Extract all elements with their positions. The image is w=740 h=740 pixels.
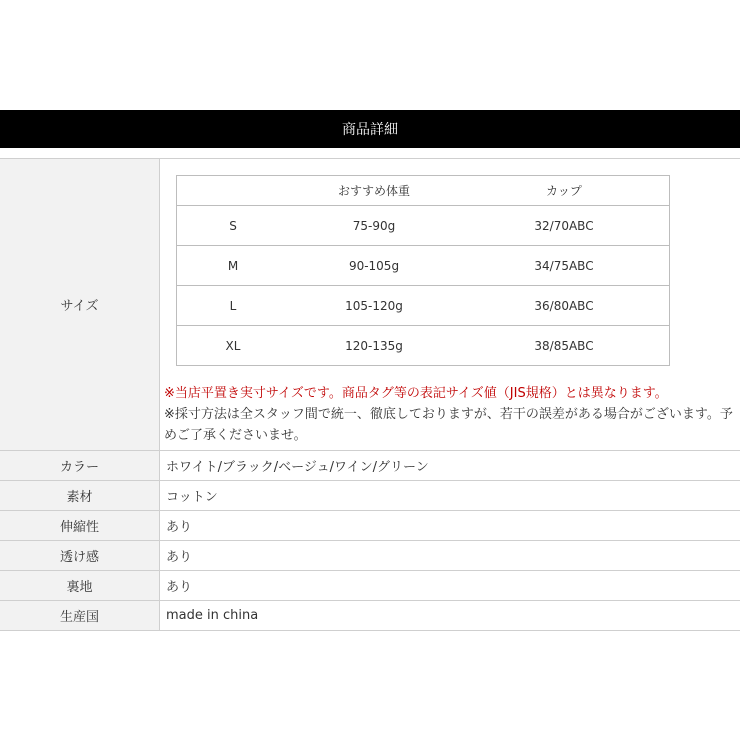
row-value-origin: made in china bbox=[160, 601, 740, 631]
size-chart bbox=[176, 175, 670, 366]
size-chart-size: M bbox=[177, 246, 290, 286]
table-row-sheerness bbox=[0, 541, 740, 571]
size-chart-header-cup: カップ bbox=[459, 176, 670, 206]
size-chart-row bbox=[177, 246, 670, 286]
size-chart-header-row bbox=[177, 176, 670, 206]
size-chart-cup: 34/75ABC bbox=[459, 246, 670, 286]
product-details-table bbox=[0, 158, 740, 631]
size-chart-size: L bbox=[177, 286, 290, 326]
size-chart-row bbox=[177, 326, 670, 366]
size-value-cell bbox=[160, 159, 740, 451]
size-chart-header-weight: おすすめ体重 bbox=[289, 176, 459, 206]
row-value-lining: あり bbox=[160, 571, 740, 601]
size-chart-weight: 90-105g bbox=[289, 246, 459, 286]
size-note-warning: ※当店平置き実寸サイズです。商品タグ等の表記サイズ値（JIS規格）とは異なります。 bbox=[164, 386, 668, 401]
table-row-size bbox=[0, 159, 740, 451]
row-label-stretch: 伸縮性 bbox=[0, 511, 160, 541]
row-label-size: サイズ bbox=[0, 159, 160, 451]
table-row-color bbox=[0, 451, 740, 481]
row-label-origin: 生産国 bbox=[0, 601, 160, 631]
size-notes bbox=[164, 383, 738, 446]
size-chart-weight: 75-90g bbox=[289, 206, 459, 246]
row-value-sheerness: あり bbox=[160, 541, 740, 571]
row-label-lining: 裏地 bbox=[0, 571, 160, 601]
size-chart-size: S bbox=[177, 206, 290, 246]
section-title: 商品詳細 bbox=[342, 122, 398, 138]
table-row-material bbox=[0, 481, 740, 511]
row-label-color: カラー bbox=[0, 451, 160, 481]
size-chart-weight: 105-120g bbox=[289, 286, 459, 326]
row-value-color: ホワイト/ブラック/ベージュ/ワイン/グリーン bbox=[160, 451, 740, 481]
row-value-stretch: あり bbox=[160, 511, 740, 541]
size-chart-cup: 38/85ABC bbox=[459, 326, 670, 366]
table-row-origin bbox=[0, 601, 740, 631]
row-label-material: 素材 bbox=[0, 481, 160, 511]
size-chart-size: XL bbox=[177, 326, 290, 366]
size-note-measurement: ※採寸方法は全スタッフ間で統一、徹底しておりますが、若干の誤差がある場合がございます。予めご了承くださいませ。 bbox=[164, 407, 733, 443]
section-header bbox=[0, 110, 740, 148]
size-chart-cup: 32/70ABC bbox=[459, 206, 670, 246]
size-chart-weight: 120-135g bbox=[289, 326, 459, 366]
table-row-lining bbox=[0, 571, 740, 601]
table-row-stretch bbox=[0, 511, 740, 541]
size-chart-header-size bbox=[177, 176, 290, 206]
size-chart-row bbox=[177, 286, 670, 326]
size-chart-row bbox=[177, 206, 670, 246]
row-value-material: コットン bbox=[160, 481, 740, 511]
row-label-sheerness: 透け感 bbox=[0, 541, 160, 571]
size-chart-cup: 36/80ABC bbox=[459, 286, 670, 326]
